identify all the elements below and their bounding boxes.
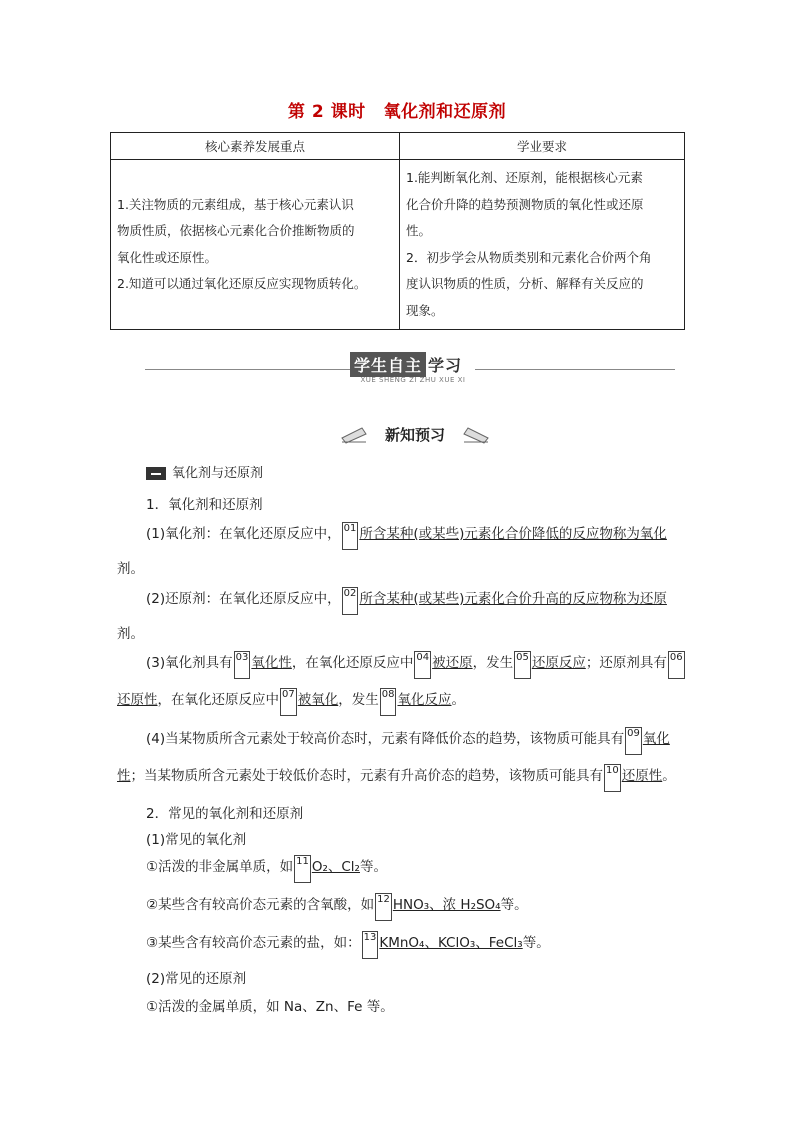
cell-line: 2．初步学会从物质类别和元素化合价两个角 [406, 249, 652, 265]
pencil-icon [462, 426, 490, 444]
paragraph-1 [146, 522, 667, 550]
answer-text: 被还原 [432, 655, 473, 671]
cell-line: 物质性质，依据核心元素化合价推断物质的 [117, 223, 355, 238]
paragraph-4-cont [117, 764, 676, 792]
pencil-icon [340, 426, 368, 444]
text: ①活泼的非金属单质，如 [146, 859, 294, 875]
core-literacy-cell [111, 160, 400, 330]
text: ，发生 [472, 655, 514, 671]
banner-badge [350, 352, 476, 376]
lesson-number: 第 2 课时 [287, 102, 366, 122]
answer-text: 被氧化 [297, 692, 339, 708]
answer-text: 还原反应 [531, 655, 586, 671]
divider [145, 369, 350, 370]
banner-light-text: 学习 [428, 356, 463, 375]
blank-number: 04 [414, 651, 431, 679]
text: ③某些含有较高价态元素的盐，如： [146, 935, 361, 951]
answer-text: 氧化反应 [397, 692, 452, 708]
section-title: 新知预习 [384, 426, 445, 444]
cell-line: 1.关注物质的元素组成，基于核心元素认识 [117, 196, 354, 212]
text: (2)还原剂：在氧化还原反应中， [146, 591, 341, 607]
blank-number: 02 [342, 587, 359, 615]
blank-number: 01 [342, 522, 359, 550]
blank-number: 07 [280, 688, 297, 716]
cell-line: 度认识物质的性质，分析、解释有关反应的 [406, 276, 644, 291]
table-header-right: 学业要求 [400, 133, 685, 160]
text: ，在氧化还原反应中 [291, 655, 414, 671]
page-title [0, 97, 794, 122]
answer-text: 还原性 [621, 768, 663, 784]
text: 剂。 [117, 626, 144, 642]
cell-line: 2.知道可以通过氧化还原反应实现物质转化。 [117, 276, 367, 291]
text: (4)当某物质所含元素处于较高价态时，元素有降低价态的趋势，该物质可能具有 [146, 731, 625, 747]
academic-requirements-cell [400, 160, 685, 330]
paragraph-2 [146, 587, 667, 615]
blank-number: 03 [234, 651, 251, 679]
blank-number: 06 [668, 651, 685, 679]
cell-line: 性。 [406, 223, 432, 238]
text: 等。 [500, 897, 528, 913]
subheading [146, 462, 263, 481]
blank-number: 08 [380, 688, 397, 716]
answer-text: KMnO₄、KClO₃、FeCl₃ [379, 935, 523, 951]
table-header-left: 核心素养发展重点 [111, 133, 400, 160]
oxidant-item-3 [146, 931, 550, 959]
oxidant-item-1 [146, 855, 387, 883]
number-one-icon [146, 467, 166, 480]
answer-text: 所含某种(或某些)元素化合价升高的反应物称为还原 [359, 591, 667, 607]
lesson-topic: 氧化剂和还原剂 [383, 102, 507, 122]
paragraph-3-cont [117, 688, 465, 716]
answer-text: O₂、Cl₂ [311, 859, 360, 875]
cell-line: 1.能判断氧化剂、还原剂，能根据核心元素 [406, 170, 643, 185]
section-heading [340, 424, 490, 446]
reductant-item-1: ①活泼的金属单质，如 Na、Zn、Fe 等。 [146, 999, 394, 1015]
requirements-table [110, 132, 685, 330]
oxidant-item-2 [146, 893, 528, 921]
answer-text: 还原性 [117, 692, 158, 708]
banner-pinyin: XUE SHENG ZI ZHU XUE XI [360, 376, 466, 384]
section-2-heading: 2．常见的氧化剂和还原剂 [146, 806, 304, 822]
blank-number: 13 [362, 931, 379, 959]
answer-text: 所含某种(或某些)元素化合价降低的反应物称为氧化 [359, 526, 667, 542]
subsection-heading: (2)常见的还原剂 [146, 971, 247, 987]
text: ，发生 [338, 692, 379, 708]
text: ；当某物质所含元素处于较低价态时，元素有升高价态的趋势，该物质可能具有 [130, 768, 603, 784]
answer-text: HNO₃、浓 H₂SO₄ [392, 897, 501, 913]
cell-line: 氧化性或还原性。 [117, 249, 218, 265]
text: (1)氧化剂：在氧化还原反应中， [146, 526, 341, 542]
blank-number: 05 [514, 651, 531, 679]
blank-number: 09 [625, 727, 642, 755]
text: ；还原剂具有 [585, 655, 667, 671]
answer-text: 氧化 [642, 731, 670, 747]
text: 等。 [522, 935, 550, 951]
answer-text: 氧化性 [251, 655, 292, 671]
blank-number: 10 [604, 764, 621, 792]
text: (3)氧化剂具有 [146, 655, 233, 671]
subsection-heading: (1)常见的氧化剂 [146, 832, 247, 848]
cell-line: 化合价升降的趋势预测物质的氧化性或还原 [406, 196, 644, 212]
text: 。 [451, 692, 465, 708]
banner-dark-text: 学生自主 [350, 352, 426, 377]
answer-text: 性 [117, 768, 131, 784]
paragraph-3 [146, 651, 686, 679]
text: ，在氧化还原反应中 [157, 692, 279, 708]
section-1-heading: 1．氧化剂和还原剂 [146, 497, 263, 513]
text: ②某些含有较高价态元素的含氧酸，如 [146, 897, 375, 913]
cell-line: 现象。 [406, 302, 444, 318]
paragraph-4 [146, 727, 670, 755]
text: 。 [662, 768, 676, 784]
text: 剂。 [117, 561, 144, 577]
blank-number: 12 [375, 893, 392, 921]
section-banner [145, 352, 675, 382]
blank-number: 11 [294, 855, 311, 883]
divider [475, 369, 675, 370]
text: 等。 [359, 859, 387, 875]
subheading-text: 氧化剂与还原剂 [172, 466, 264, 481]
